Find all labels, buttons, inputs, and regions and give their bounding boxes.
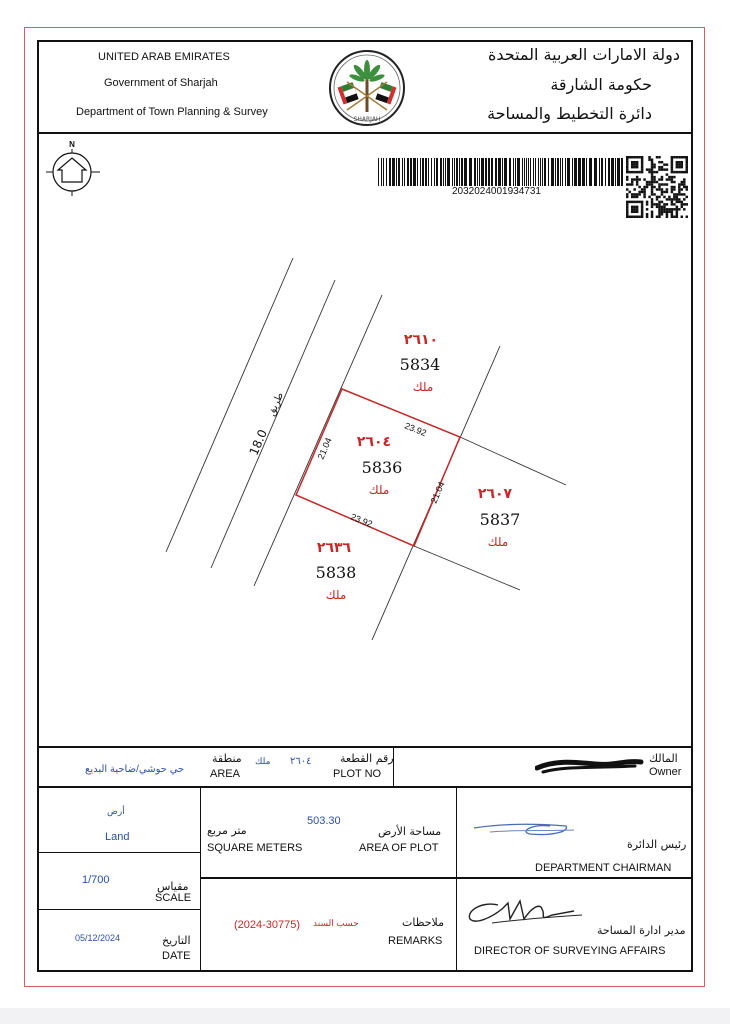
date-label-ar: التاريخ	[162, 934, 191, 947]
row-divider	[38, 909, 200, 910]
owner-label-en: Owner	[649, 766, 682, 778]
date-value: 05/12/2024	[75, 933, 121, 943]
chairman-signature	[470, 814, 580, 844]
scale-label-en: SCALE	[155, 892, 192, 904]
owner-label-ar: المالك	[649, 752, 678, 765]
remarks-value: (2024-30775)	[234, 919, 301, 931]
remarks-label-ar: ملاحظات	[402, 916, 444, 929]
road-label: طريق	[266, 390, 286, 418]
svg-text:N: N	[69, 140, 75, 149]
dim-bottom: 23.92	[349, 511, 374, 530]
plot-number: 5838	[315, 563, 357, 582]
director-ar: مدير ادارة المساحة	[597, 924, 686, 937]
plot-type: ملك	[325, 588, 347, 602]
col-divider	[200, 787, 201, 971]
plot-type: ملك	[412, 380, 434, 394]
scale-label-ar: مقياس	[157, 880, 189, 893]
plot-no-value: ٢٦٠٤	[290, 756, 312, 767]
country-ar: دولة الامارات العربية المتحدة	[487, 45, 680, 64]
row-divider	[200, 877, 692, 879]
dim-top: 23.92	[403, 420, 428, 439]
area-label-ar: منطقة	[212, 752, 242, 765]
plot-type-value: ملك	[255, 756, 271, 766]
date-label-en: DATE	[162, 950, 191, 962]
area-label-en: AREA	[210, 768, 240, 780]
plot-number: 5836	[361, 458, 403, 477]
row-divider	[38, 852, 200, 853]
owner-redacted	[535, 754, 645, 776]
plot-arabic-no: ٢٦٣٦	[316, 540, 352, 556]
dim-right: 21.04	[428, 480, 447, 505]
square-meters-en: SQUARE METERS	[207, 842, 303, 854]
bottom-strip	[0, 1008, 730, 1024]
area-of-plot-value: 503.30	[307, 815, 341, 827]
government-en: Government of Sharjah	[104, 77, 218, 89]
road-width: 18.0	[246, 427, 270, 458]
department-ar: دائرة التخطيط والمساحة	[487, 104, 652, 123]
table-top-divider	[38, 746, 692, 748]
plot-type: ملك	[368, 483, 390, 497]
plot-arabic-no: ٢٦٠٤	[356, 434, 392, 450]
chairman-ar: رئيس الدائرة	[627, 838, 687, 851]
plot-number: 5837	[479, 510, 521, 529]
area-value: حي حوشي/ضاحية البديع	[85, 764, 185, 775]
row-divider	[38, 786, 692, 788]
svg-text:SHARJAH: SHARJAH	[353, 116, 381, 123]
plot-label-en: PLOT NO	[333, 768, 382, 780]
plot-arabic-no: ٢٦١٠	[403, 332, 439, 348]
sharjah-emblem-icon	[327, 48, 407, 128]
plot-number: 5834	[399, 355, 441, 374]
area-of-plot-en: AREA OF PLOT	[359, 842, 439, 854]
land-type-en: Land	[105, 831, 130, 843]
plot-type: ملك	[487, 535, 509, 549]
plot-arabic-no: ٢٦٠٧	[477, 486, 513, 502]
remarks-label-en: REMARKS	[388, 935, 443, 947]
plot-label-ar: رقم القطعة	[340, 752, 394, 765]
scale-value: 1/700	[82, 874, 110, 886]
barcode-number: 2032024001934731	[452, 186, 541, 197]
country-en: UNITED ARAB EMIRATES	[98, 51, 230, 63]
square-meters-ar: متر مربع	[207, 824, 247, 837]
department-en: Department of Town Planning & Survey	[76, 106, 268, 118]
director-signature	[462, 893, 592, 929]
dim-left: 21.04	[315, 436, 334, 461]
chairman-en: DEPARTMENT CHAIRMAN	[535, 862, 672, 874]
area-of-plot-ar: مساحة الأرض	[378, 825, 442, 838]
plot-map	[38, 134, 692, 746]
remarks-prefix: حسب السند	[313, 918, 359, 928]
land-type-ar: أرض	[107, 806, 125, 816]
director-en: DIRECTOR OF SURVEYING AFFAIRS	[474, 945, 666, 957]
government-ar: حكومة الشارقة	[550, 75, 652, 94]
col-divider	[456, 787, 457, 971]
